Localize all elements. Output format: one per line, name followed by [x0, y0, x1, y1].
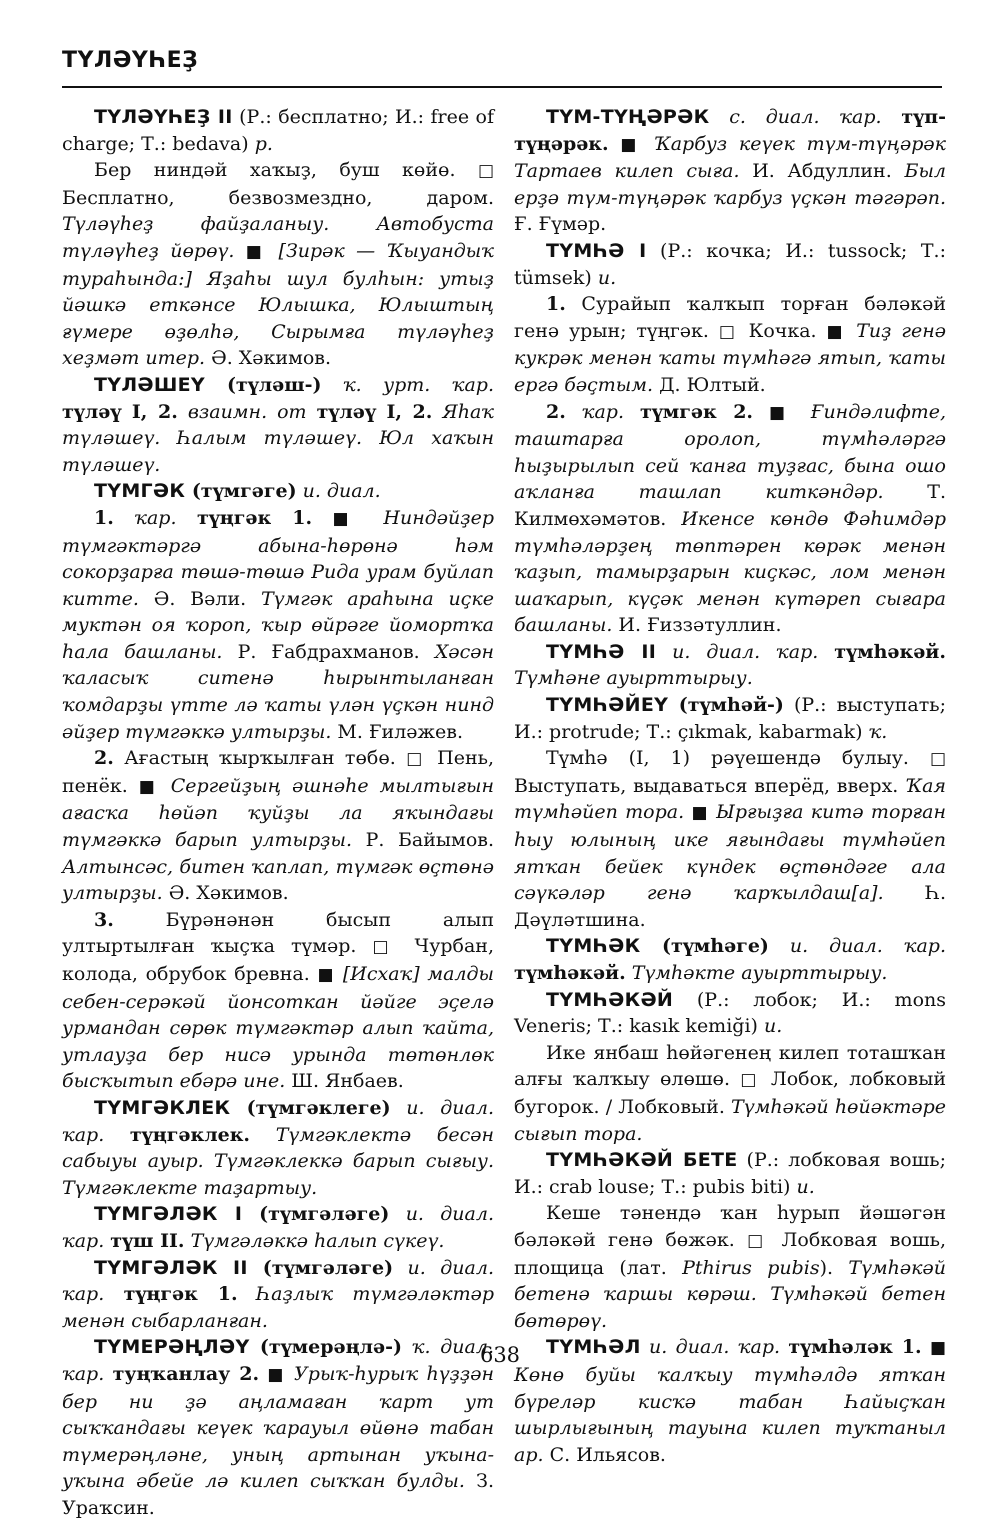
headword: ТҮМГӘКЛЕК — [94, 1096, 231, 1119]
filled-square-icon: ■ — [267, 1364, 286, 1385]
definition — [514, 1200, 946, 1334]
example: Алтынсәс, битен ҡаплап, түмгәк өҫтөнә ултырҙы. — [62, 855, 494, 905]
translations: (Р.: лобковая вошь; И.: crab louse; Т.: pubis biti) — [514, 1149, 947, 1198]
grammar: ҡ. диал. ҡар. — [62, 1336, 495, 1385]
sense — [514, 291, 946, 398]
def-text: Түмһә (I, 1) рәүешендә булыу. — [546, 747, 930, 770]
ru-gloss: Кочка. — [738, 319, 817, 342]
open-square-icon: □ — [372, 937, 399, 958]
headword-stem: (түмгәләге) — [247, 1256, 394, 1279]
ru-gloss: ). — [819, 1256, 834, 1279]
grammar: ҡ. урт. ҡар. — [321, 373, 494, 396]
filled-square-icon: ■ — [138, 776, 160, 797]
grammar: взаимн. от — [177, 400, 317, 423]
entry — [514, 1147, 946, 1200]
example: Хәсән ҡаласыҡ ситенә һырынтыланған ҡомдарҙы үтте лә ҡаты үлән үҫкән нинд​әйҙер түмгәккә ултырҙы. — [62, 640, 494, 743]
header-rule — [62, 86, 942, 88]
grammar: ҡар. — [113, 506, 197, 529]
example: [Зирәк — Ҡыуандыҡ тураһында:] Яҙаһы шул булһын: утыҙ йәшкә еткәнсе Юлышка, Юлыштың ғүмере өҙөлһә, Сырымға түләүһеҙ хеҙмәт итер. — [62, 239, 494, 370]
sense — [514, 399, 946, 639]
example: Ҡарбуз кеүек түм-түңәрәк Тартаев килеп сыға. — [514, 132, 946, 183]
translations: (Р.: выступать; И.: protrude; Т.: çıkmak, kabarmak) — [514, 694, 947, 743]
headword: ТҮМҺӘКӘЙ — [546, 988, 674, 1011]
ru-gloss: Чурбан, колода, обрубок бревна. — [62, 935, 495, 985]
entry — [514, 692, 946, 745]
cross-ref: түмһәкәй. — [834, 640, 946, 663]
headword: ТҮМҺӘЙЕҮ — [546, 694, 669, 717]
author: М. Ғиләжев. — [331, 720, 463, 743]
filled-square-icon: ■ — [826, 321, 847, 342]
entry — [514, 238, 946, 291]
cross-ref: түңгәк 1. — [123, 1283, 238, 1306]
cross-ref: түп-түңәрәк. — [514, 106, 946, 155]
grammar: и. диал. ҡар. — [62, 1256, 494, 1306]
grammar: с. диал. ҡар. — [709, 106, 902, 128]
def-text: Ике янбаш һөйәгенең килеп тоташҡан алғы ҡалҡыу өлөшө. — [514, 1041, 946, 1091]
open-square-icon: □ — [929, 749, 946, 770]
headword-stem: (түмерәңлә-) — [249, 1336, 403, 1359]
def-text: Бүрәнәнән бысып алып ултыртылған ҡыҫҡа түмәр. — [62, 908, 494, 958]
author: Ғ. Ғүмәр. — [514, 213, 607, 236]
headword: ТҮМҺӘ I — [546, 239, 647, 262]
headword-stem: (түмгәләге) — [242, 1203, 390, 1226]
right-column — [514, 104, 946, 1468]
author: Һ. Дәүләтшина. — [514, 882, 946, 931]
open-square-icon: □ — [747, 1230, 770, 1251]
example: Түмгәклектә бесән сабыуы ауыр. Түмгәклеккә барып сығыу. Түмгәклекте таҙартыу. — [62, 1123, 495, 1199]
grammar: и. диал. ҡар. — [768, 935, 946, 958]
headword: ТҮМҺӘК — [546, 935, 641, 958]
author: Т. Килмөхәмәтов. — [514, 481, 946, 530]
cross-ref: түңгәк 1. — [196, 506, 313, 529]
example: Икенсе көндө Фәһимдәр түмһәләрҙең төптәрен көрәк менән ҡаҙып, тамырҙарын киҫкәс, лом менән шаҡарып, күҫәк менән күтәреп сығара башланы. — [514, 507, 946, 637]
author: Ә. Хәкимов. — [162, 882, 289, 905]
filled-square-icon: ■ — [691, 803, 709, 824]
cross-ref: түш II. — [110, 1229, 185, 1252]
cross-ref: туңҡанлау 2. — [112, 1362, 260, 1385]
grammar: и. диал. ҡар. — [62, 1096, 494, 1146]
page-number: 638 — [479, 1343, 521, 1367]
author: Ш. Янбаев. — [285, 1070, 404, 1093]
example: Түмгәк араһына иҫке муктән оя ҡороп, ҡыр өйрәге йомортҡа һала башланы. — [62, 587, 494, 663]
open-square-icon: □ — [406, 749, 427, 770]
cross-ref: түңгәклек. — [129, 1123, 251, 1146]
sense — [62, 745, 494, 907]
headword-stem: (түләш-) — [204, 373, 322, 396]
headword: ТҮМҺӘЛ — [546, 1336, 641, 1359]
headword-stem: (түмһәй-) — [668, 694, 784, 717]
example: [Исхаҡ] малды себен-серәкәй йонсоткан йәйге эҫелә урмандан сөрөк түмгәктәр алып ҡайта, утлауҙа бер нисә урында төтөнлөк бысҡытып ебәрә ине. — [62, 963, 495, 1093]
open-square-icon: □ — [718, 321, 739, 342]
open-square-icon: □ — [740, 1070, 761, 1091]
cross-ref: түмһәләк 1. — [788, 1336, 922, 1359]
example: Түмһәкәй һөйәктәре сығып тора. — [514, 1095, 946, 1145]
grammar: и. диал. ҡар. — [640, 1336, 789, 1359]
example: Урыҡ-һурыҡ һүҙҙән бер ни ҙә аңламаған ҡарт ут сыҡҡандағы кеүек ҡарауыл өйөнә табан түмерәңләне, уның артынан уҡына-уҡына әбейе лә килеп сыҡҡан булды. — [62, 1362, 495, 1493]
example: Нинд​әйҙер түмгәктәргә абына-һөрөнә һәм сокорҙарға төшә-төшә Рида урам буйлап китте. — [62, 506, 495, 610]
definition — [514, 1040, 946, 1147]
cross-ref: түләү I, 2. — [316, 400, 433, 423]
example: Тиҙ генә кукрәк менән ҡаты түмһәгә ятып, ҡаты ергә бәҫтым. — [514, 319, 946, 396]
author: С. Ильясов. — [543, 1443, 666, 1466]
filled-square-icon: ■ — [620, 134, 643, 155]
entry — [514, 639, 946, 692]
author: Ә. Хәкимов. — [205, 347, 332, 370]
headword: ТҮМҺӘ II — [546, 640, 657, 663]
entry — [62, 104, 494, 157]
entry — [514, 104, 946, 238]
example: Түмгәләккә һалып сүкеү. — [184, 1229, 445, 1252]
def-text: Ағастың ҡырҡылған төбө. — [113, 747, 407, 770]
entry — [514, 987, 946, 1040]
sense-number: 1. — [94, 506, 114, 529]
headword: ТҮМГӘК — [94, 480, 186, 503]
author: И. Ғиззәтуллин. — [612, 614, 782, 637]
open-square-icon: □ — [477, 161, 494, 182]
filled-square-icon: ■ — [929, 1338, 946, 1359]
headword: ТҮМҺӘКӘЙ БЕТЕ — [546, 1149, 738, 1172]
definition — [514, 745, 946, 933]
author: Р. Ғабдрахманов. — [222, 640, 420, 663]
def-text: Бер нинд​әй хаҡыҙ, буш көйө. — [94, 159, 478, 182]
entry — [62, 478, 494, 505]
ru-gloss: Лобковая вошь, площица (лат. — [514, 1228, 946, 1279]
pos: ҡ. — [868, 720, 888, 743]
author: Д. Юлтый. — [653, 373, 766, 396]
headword-stem: (түмгәге) — [185, 480, 297, 503]
example: Түләүһеҙ файҙаланыу. Автобуста түләүһеҙ йөрөү. — [62, 213, 494, 262]
author: И. Абдуллин. — [739, 160, 892, 183]
ru-gloss: Пень, пенёк. — [62, 747, 495, 797]
filled-square-icon: ■ — [245, 241, 268, 262]
example: Яһаҡ түләшеү. Һалым түләшеү. Юл хаҡын түләшеү. — [62, 400, 495, 476]
filled-square-icon: ■ — [768, 402, 795, 423]
headword: ТҮМ-ТҮҢӘРӘК — [546, 106, 710, 128]
example: Ғинд​әлифте, таштарға оролоп, түмһәләргә һыҙырылып сей ҡанға туҙғас, бына ошо аҡланға ташлап киткәндәр. — [514, 400, 946, 504]
filled-square-icon: ■ — [317, 965, 336, 985]
left-column — [62, 104, 494, 1521]
translations: (Р.: кочка; И.: tussock; Т.: tümsek) — [514, 239, 946, 289]
example: Түмһәкте ауырттырыу. — [625, 962, 888, 984]
entry — [514, 933, 946, 986]
entry — [62, 1255, 494, 1335]
running-head: ТҮЛӘҮҺЕҘ — [62, 48, 199, 73]
example: Көнө буйы ҡалҡыу түмһәлдә ятҡан бүреләр кисҡә табан Һайыҫҡан шырлығының тауына килеп туҡтаныл​ар. — [514, 1363, 946, 1466]
ru-gloss: Лобок, лобковый бугорок. / Лобковый. — [514, 1068, 946, 1118]
author: Ә. Вәли. — [138, 587, 247, 610]
sense — [62, 505, 494, 745]
headword-stem: (түмгәклеге) — [230, 1096, 391, 1119]
grammar: и. диал. ҡар. — [62, 1203, 495, 1252]
grammar: и. диал. ҡар. — [656, 640, 835, 663]
cross-ref: түләү I, 2. — [62, 400, 178, 423]
example: Түмһәне ауырттырыу. — [514, 667, 753, 690]
cross-ref: түмһәкәй. — [514, 962, 626, 984]
translations: (Р.: лобок; И.: mons Veneris; Т.: kasık kemiği) — [514, 988, 946, 1038]
headword: ТҮМГӘЛӘК II — [94, 1256, 248, 1279]
cross-ref: түмгәк 2. — [639, 400, 754, 423]
pos: р. — [254, 132, 273, 155]
example: Ҡая түмһәйеп тора. — [514, 774, 946, 824]
entry — [62, 1201, 494, 1254]
example: Сергейҙың әшнәһе мылтығын ағасҡа һөйәп ҡуйҙы ла яҡындағы түмгәккә барып ултырҙы. — [62, 774, 495, 852]
headword: ТҮМГӘЛӘК I — [94, 1203, 243, 1226]
example: Был ерҙә түм-түңәрәк ҡарбуз үҫкән тәгәрәп. — [514, 160, 947, 209]
def-text: Кеше тәнендә ҡан һурып йәшәгән бәләкәй генә бөжәк. — [514, 1202, 946, 1251]
filled-square-icon: ■ — [332, 508, 363, 529]
author: Р. Байымов. — [352, 829, 494, 852]
pos: и. — [597, 266, 617, 289]
example: Һаҙлыҡ түмгәләктәр менән сыбарланған. — [62, 1283, 494, 1332]
grammar: и. диал. — [296, 480, 381, 503]
translations: (Р.: бесплатно; И.: free of charge; Т.: bedava) — [62, 106, 494, 155]
pos: и. — [763, 1015, 783, 1038]
latin-name: Pthirus pubis — [682, 1256, 820, 1279]
grammar: ҡар. — [565, 400, 640, 423]
sense — [62, 907, 494, 1095]
headword: ТҮМЕРӘҢЛӘҮ — [94, 1336, 250, 1359]
headword-stem: (түмһәге) — [640, 935, 769, 958]
headword: ТҮЛӘШЕҮ — [94, 373, 205, 396]
sense-number: 2. — [94, 747, 114, 770]
entry — [62, 1095, 494, 1201]
ru-gloss: Бесплатно, безвозмездно, даром. — [62, 186, 494, 209]
def-text: Сурайып ҡалҡып торған бәләкәй генә урын; түңгәк. — [514, 293, 946, 342]
example: Түмһәкәй бетенә ҡаршы көрәш. Түмһәкәй бетен бөтөрөү. — [514, 1256, 946, 1332]
ru-gloss: Выступать, выдаваться вперёд, вверх. — [514, 774, 899, 797]
example: Ырғыҙға китә торған һыу юлының ике яғындағы түмһәйеп ятҡан бейек күндек өҫтөндәге ала сәүкәләр генә ҡарҡылдаш[а]. — [514, 801, 946, 905]
sense-number: 3. — [94, 908, 114, 931]
author: З. Ураҡсин. — [62, 1470, 495, 1519]
sense-number: 2. — [546, 400, 566, 423]
definition — [62, 157, 494, 372]
sense-number: 1. — [546, 293, 566, 316]
headword: ТҮЛӘҮҺЕҘ II — [94, 106, 233, 128]
entry — [62, 372, 494, 478]
pos: и. — [796, 1175, 815, 1198]
